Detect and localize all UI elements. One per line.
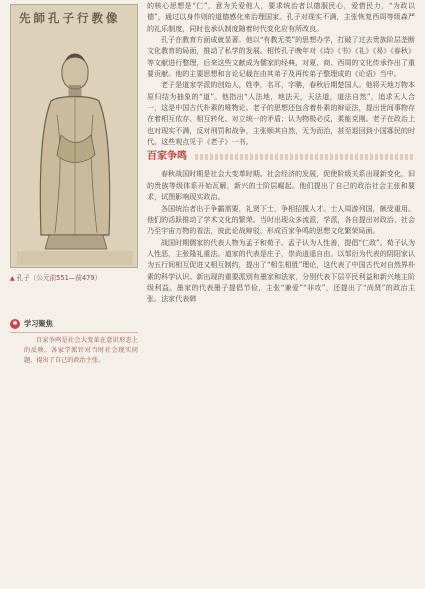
paragraph-confucius-education: 孔子在教育方面成就显著。他以“有教无类”的思想办学，打破了过去贵族阶层垄断文化教育的局面，推动了私学的发展。相传孔子晚年对《诗》《书》《礼》《易》《春秋》等文献进行整理，后来这些文献成为儒家的经典，对夏、商、西周的文化传承作出了重要贡献。他的主要思想和言论记载在由其弟子及再传弟子整理成的《论语》当中。 [147, 35, 415, 79]
section-heading [147, 149, 415, 165]
portrait-calligraphy: 先師孔子行教像 [19, 11, 121, 25]
study-focus-title [10, 318, 138, 330]
paragraph-laozi: 老子是道家学派的创始人，姓李，名耳，字聃，春秋后期楚国人。他将天地万物本原归结为抽象的“道”。他指出“人法地，地法天，天法道，道法自然”，追求天人合一，这是中国古代朴素的唯物论。老子的思想还包含着朴素的辩证法，提出世间事物存在着相互依存、相互转化、对立统一的矛盾；认为物极必反，柔能克刚。老子在政治上也对现实不满，反对刑罚和战争，主张顺其自然，无为而治，甚至退回到小国寡民的时代。这些观点见于《老子》一书。 [147, 80, 415, 147]
figure-caption [10, 272, 101, 282]
study-focus-label: 学习聚焦 [24, 319, 53, 328]
section-decoration [195, 154, 415, 160]
paragraph-social-change: 春秋战国时期是社会大变革时期。社会经济的发展，促使阶级关系出现新变化，旧的贵族等级体系开始瓦解，新兴的士阶层崛起。他们提出了自己的政治社会主张和要求，试图影响现实政治。 [147, 169, 415, 202]
main-text-column [147, 0, 415, 305]
portrait-figure-drawing [11, 5, 138, 268]
caption-text: 孔子（公元前551—前479） [16, 274, 102, 282]
paragraph-scholars: 各国统治者出于争霸需要，礼贤下士，争相招揽人才。士人周游列国，颇受重用。他们的活跃推动了学术文化的繁荣。当时出现众多流派，学派，各自提出对政治、社会乃至宇宙万物的看法，彼此论战辩驳，形成百家争鸣的思想文化繁荣局面。 [147, 203, 415, 236]
paragraph-warring-states-schools: 战国时期儒家的代表人物为孟子和荀子。孟子认为人性善，提倡“仁政”。荀子认为人性恶，主张隆礼重法。道家的代表是庄子，崇尚逍遥自由。以邹衍为代表的阴阳家认为五行间相互促进又相互制约，提出了“相生相胜”理论，这代表了中国古代对自然界朴素的科学认识。新出现的重要派别有墨家和法家，分别代表下层平民利益和新兴地主阶级利益。墨家的代表墨子提倡节俭，主张“兼爱”“非攻”，还提出了“尚贤”的政治主张。法家代表韩 [147, 237, 415, 304]
study-focus-box [10, 318, 138, 366]
paragraph-confucius-thought: 的核心思想是“仁”，意为关爱他人，要求统治者以德服民心，爱惜民力，“为政以德”，通过以身作则的道德感化来治理国家。孔子对现实不满，主张恢复西周等级森严的礼乐制度，同时也承认制度随着时代变化应有所改良。 [147, 1, 415, 33]
study-focus-body: 百家争鸣是社会大变革在意识形态上的反映。各家学派针对当时社会现实问题，提出了自己的政治主张。 [24, 337, 138, 364]
section-title: 百家争鸣 [147, 151, 187, 163]
confucius-portrait [10, 4, 138, 268]
caption-triangle-icon: ▲ [10, 275, 15, 282]
gear-icon: ✱ [10, 319, 20, 329]
study-focus-divider [10, 332, 138, 333]
